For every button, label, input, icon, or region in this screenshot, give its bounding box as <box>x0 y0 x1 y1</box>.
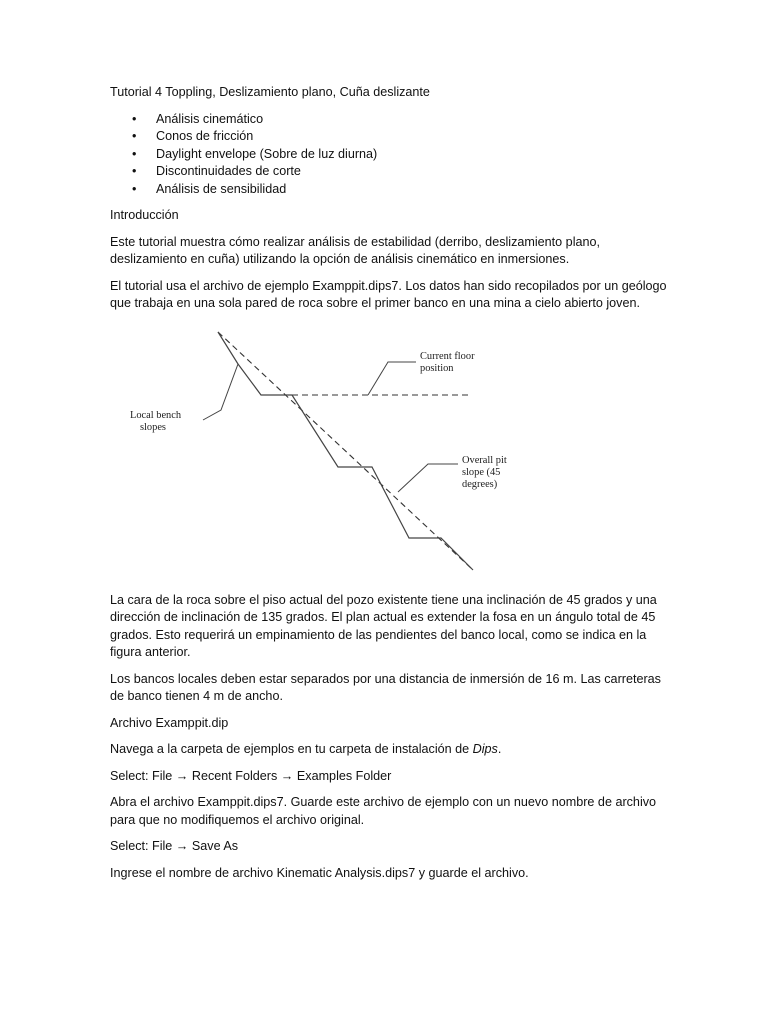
intro-heading: Introducción <box>110 208 179 223</box>
paragraph-benches: Los bancos locales deben estar separados por una distancia de inmersión de 16 m. Las carreteras de banco tienen 4 m de ancho. <box>110 671 661 704</box>
list-item: • Discontinuidades de corte <box>110 163 670 181</box>
overall-label-line3: degrees) <box>462 478 498 490</box>
floor-label-line1: Current floor <box>420 350 475 362</box>
bullet-icon: • <box>132 164 137 179</box>
paragraph-open-file: Abra el archivo Examppit.dips7. Guarde este archivo de ejemplo con un nuevo nombre de archivo para que no modifiquemos el archivo original. <box>110 795 657 827</box>
pit-slope-diagram <box>110 322 670 584</box>
bullet-icon: • <box>132 181 137 196</box>
paragraph-navigate: Navega a la carpeta de ejemplos en tu carpeta de instalación de Dips. <box>110 742 502 757</box>
bench-leader <box>203 364 238 420</box>
bench-label-line1: Local bench <box>130 409 182 421</box>
paragraph-example-file: El tutorial usa el archivo de ejemplo Examppit.dips7. Los datos han sido recopilados por un geólogo que trabaja en una sola pared de roca sobre el primer banco en una mina a cielo abierto joven. <box>110 278 667 311</box>
list-item: • Daylight envelope (Sobre de luz diurna) <box>110 146 670 164</box>
bullet-icon: • <box>132 129 137 144</box>
select-save-as: Select: File → Save As <box>110 839 239 854</box>
list-item: • Análisis de sensibilidad <box>110 181 670 199</box>
floor-leader <box>368 362 416 395</box>
paragraph-rock-face: La cara de la roca sobre el piso actual del pozo existente tiene una inclinación de 45 grados y una dirección de inclinación de 135 grados. El plan actual es extender la fosa en un ángulo total de 45 grados. Esto requerirá un empinamiento de las pendientes del banco local, como se indica en la figura anterior. <box>110 592 657 660</box>
bullet-icon: • <box>132 111 137 126</box>
select-recent-folders: Select: File → Recent Folders → Examples Folder <box>110 768 392 783</box>
document-page <box>110 84 670 891</box>
overall-label-line1: Overall pit <box>462 454 507 466</box>
list-item: • Conos de fricción <box>110 128 670 146</box>
bench-label-line2: slopes <box>140 421 166 433</box>
file-heading: Archivo Examppit.dip <box>110 715 229 730</box>
overall-leader <box>398 464 458 492</box>
document-title: Tutorial 4 Toppling, Deslizamiento plano, Cuña deslizante <box>110 85 430 99</box>
floor-label-line2: position <box>420 362 454 374</box>
topic-list <box>110 111 670 199</box>
overall-label-line2: slope (45 <box>462 466 501 478</box>
pit-slope-figure <box>110 322 670 584</box>
dips-app-name: Dips <box>472 742 498 757</box>
bullet-icon: • <box>132 146 137 161</box>
paragraph-filename: Ingrese el nombre de archivo Kinematic Analysis.dips7 y guarde el archivo. <box>110 865 529 880</box>
paragraph-intro: Este tutorial muestra cómo realizar análisis de estabilidad (derribo, deslizamiento plano, deslizamiento en cuña) utilizando la opción de análisis cinemático en inmersiones. <box>110 234 601 267</box>
list-item: • Análisis cinemático <box>110 111 670 129</box>
